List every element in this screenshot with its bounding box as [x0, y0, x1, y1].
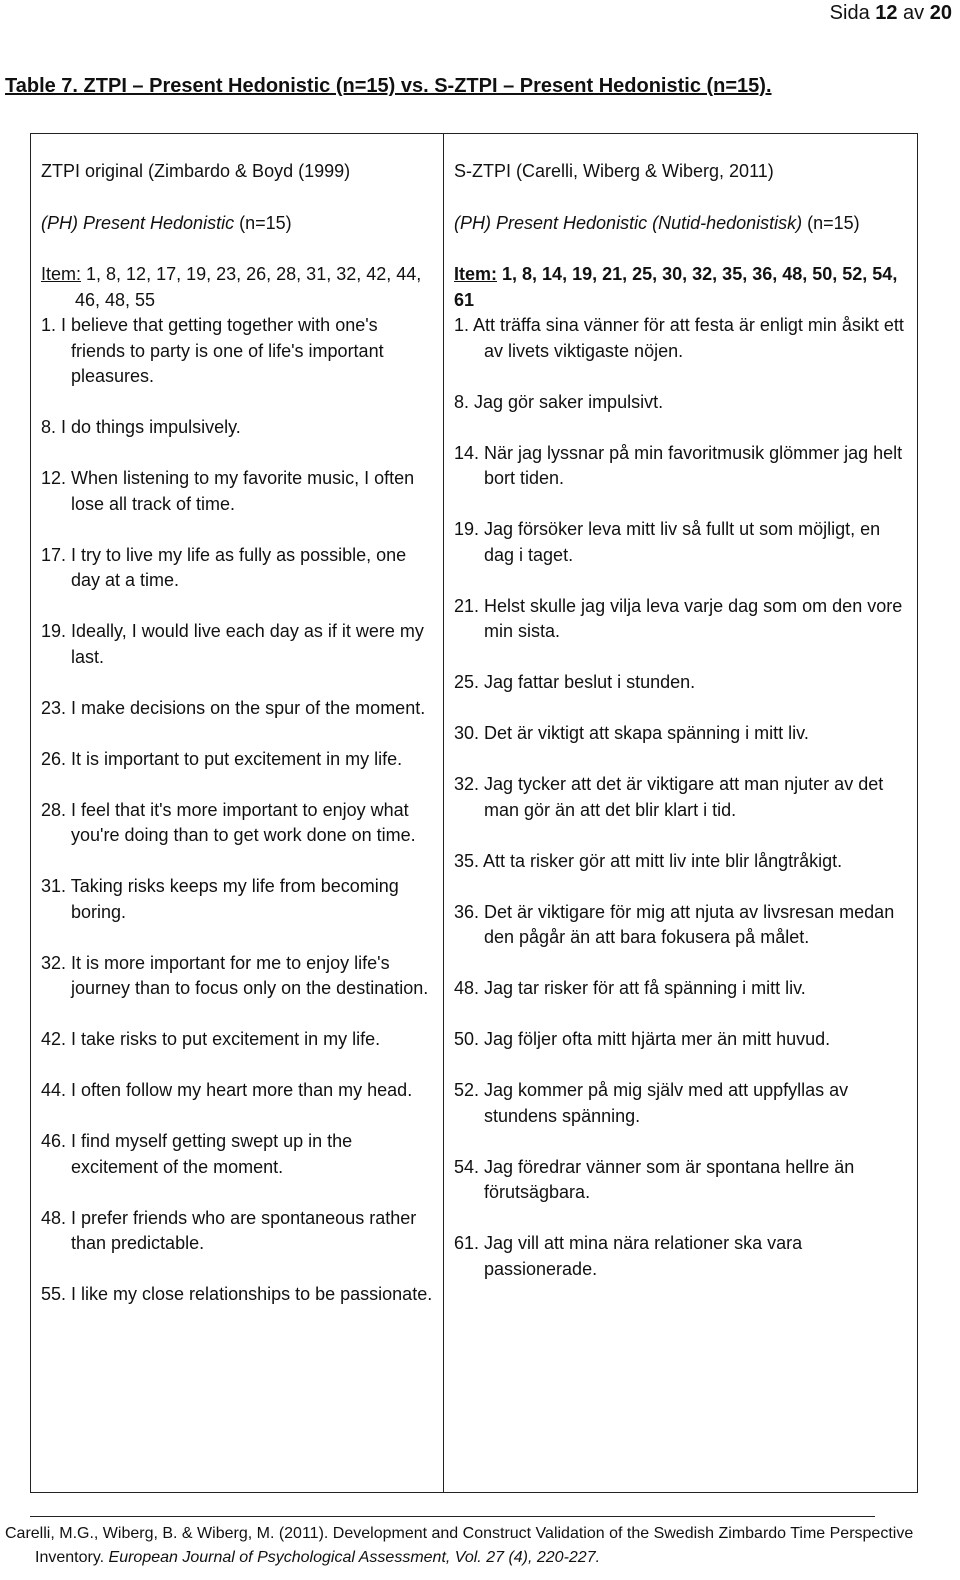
- right-item: 14. När jag lyssnar på min favoritmusik glömmer jag helt bort tiden.: [454, 442, 903, 488]
- right-item: 50. Jag följer ofta mitt hjärta mer än mitt huvud.: [454, 1029, 831, 1049]
- left-item: 12. When listening to my favorite music, I often lose all track of time.: [41, 468, 415, 514]
- right-items-list: Item: 1, 8, 14, 19, 21, 25, 30, 32, 35, 36, 48, 50, 52, 54, 61: [454, 264, 898, 310]
- left-item: 1. I believe that getting together with one's friends to party is one of life's important pleasures.: [41, 315, 384, 386]
- right-item: 36. Det är viktigare för mig att njuta av livsresan medan den pågår än att bara fokusera på målet.: [454, 901, 895, 947]
- left-item: 23. I make decisions on the spur of the moment.: [41, 697, 426, 718]
- left-column-ztpi: [31, 134, 444, 1493]
- right-item: 21. Helst skulle jag vilja leva varje dag som om den vore min sista.: [454, 595, 903, 641]
- right-item: 35. Att ta risker gör att mitt liv inte blir långtråkigt.: [454, 850, 843, 871]
- left-item: 28. I feel that it's more important to enjoy what you're doing than to get work done on time.: [41, 799, 416, 845]
- left-item: 31. Taking risks keeps my life from becoming boring.: [41, 876, 399, 922]
- left-item: 46. I find myself getting swept up in the excitement of the moment.: [41, 1131, 353, 1177]
- right-item: 48. Jag tar risker för att få spänning i mitt liv.: [454, 978, 806, 998]
- left-item: 8. I do things impulsively.: [41, 417, 241, 437]
- right-column-subtitle: (PH) Present Hedonistic (Nutid-hedonistisk) (n=15): [454, 212, 860, 233]
- right-column-sztpi: [444, 134, 918, 1493]
- right-item: 32. Jag tycker att det är viktigare att man njuter av det man gör än att det blir klart i tid.: [454, 774, 884, 820]
- left-item: 42. I take risks to put excitement in my life.: [41, 1029, 381, 1049]
- left-item: 17. I try to live my life as fully as possible, one day at a time.: [41, 544, 407, 590]
- right-item: 8. Jag gör saker impulsivt.: [454, 391, 664, 412]
- right-item: 54. Jag föredrar vänner som är spontana hellre än förutsägbara.: [454, 1156, 855, 1202]
- left-items-list: Item: 1, 8, 12, 17, 19, 23, 26, 28, 31, 32, 42, 44, 46, 48, 55: [41, 264, 422, 310]
- right-column-title: S-ZTPI (Carelli, Wiberg & Wiberg, 2011): [454, 161, 774, 181]
- left-column-subtitle: (PH) Present Hedonistic (n=15): [41, 212, 292, 233]
- right-item: 30. Det är viktigt att skapa spänning i mitt liv.: [454, 723, 809, 743]
- table-caption: Table 7. ZTPI – Present Hedonistic (n=15) vs. S-ZTPI – Present Hedonistic (n=15).: [5, 75, 772, 97]
- left-column-title: ZTPI original (Zimbardo & Boyd (1999): [41, 161, 351, 181]
- right-item: 1. Att träffa sina vänner för att festa är enligt min åsikt ett av livets viktigaste nöjen.: [454, 315, 904, 361]
- left-item: 19. Ideally, I would live each day as if it were my last.: [41, 621, 424, 667]
- left-item: 32. It is more important for me to enjoy life's journey than to focus only on the destination.: [41, 952, 429, 998]
- right-item: 25. Jag fattar beslut i stunden.: [454, 672, 696, 692]
- footer-line-1: Carelli, M.G., Wiberg, B. & Wiberg, M. (2011). Development and Construct Validation of the Swedish Zimbardo Time Perspective: [5, 1525, 914, 1542]
- left-item: 44. I often follow my heart more than my head.: [41, 1080, 413, 1100]
- page-number: Sida 12 av 20: [829, 2, 952, 24]
- right-item: 19. Jag försöker leva mitt liv så fullt ut som möjligt, en dag i taget.: [454, 519, 881, 565]
- footer-rule: [30, 1516, 875, 1517]
- footer-reference: [5, 1522, 955, 1570]
- right-item: 61. Jag vill att mina nära relationer ska vara passionerade.: [454, 1233, 803, 1279]
- right-item: 52. Jag kommer på mig själv med att uppfyllas av stundens spänning.: [454, 1080, 849, 1126]
- footer-line-2: Inventory. European Journal of Psychological Assessment, Vol. 27 (4), 220-227.: [35, 1549, 601, 1566]
- right-item-list: [454, 313, 907, 1282]
- left-item-list: [41, 313, 433, 1308]
- comparison-table: [30, 133, 918, 1493]
- left-item: 26. It is important to put excitement in my life.: [41, 748, 403, 769]
- left-item: 48. I prefer friends who are spontaneous rather than predictable.: [41, 1207, 417, 1253]
- left-item: 55. I like my close relationships to be passionate.: [41, 1284, 433, 1304]
